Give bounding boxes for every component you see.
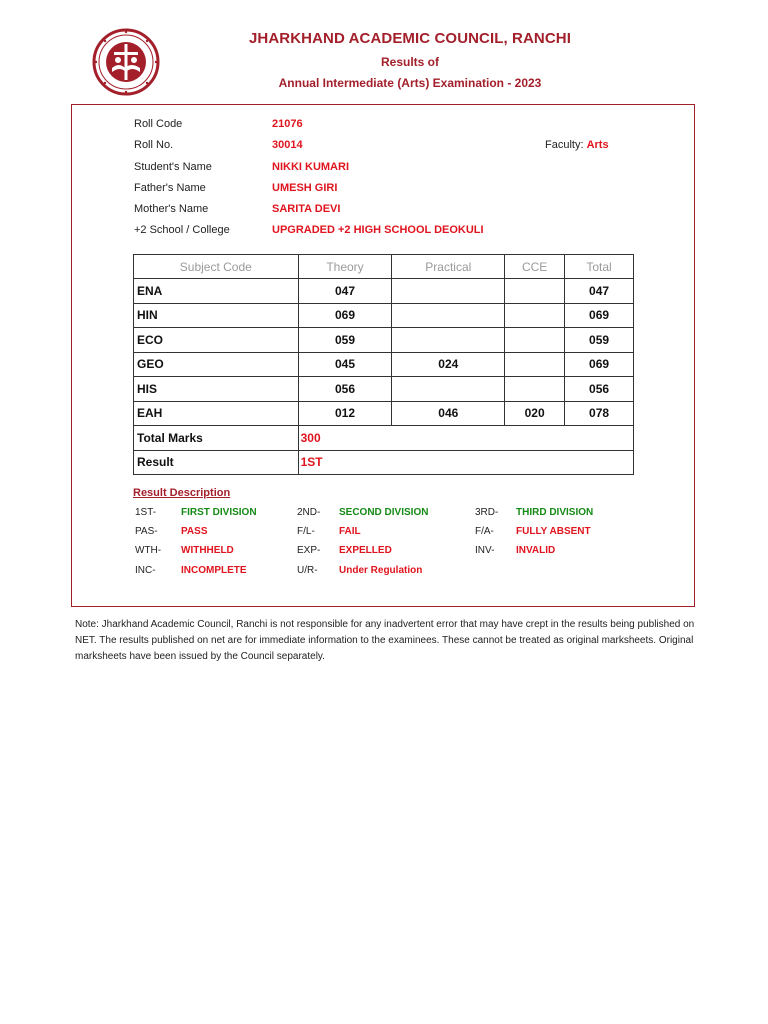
- total-marks-value: 300: [298, 426, 633, 451]
- table-row: [134, 303, 634, 328]
- col-header-theory: Theory: [298, 255, 392, 279]
- legend-code: 1ST-: [135, 507, 157, 518]
- result-row: [134, 450, 634, 475]
- practical-marks: [392, 303, 505, 328]
- page-title: JHARKHAND ACADEMIC COUNCIL, RANCHI: [248, 30, 571, 47]
- legend-item: [475, 507, 498, 518]
- cce-marks: [505, 352, 565, 377]
- legend-desc: WITHHELD: [181, 545, 234, 556]
- table-row: [134, 377, 634, 402]
- subject-code: HIN: [134, 303, 299, 328]
- results-of-label: Results of: [380, 55, 439, 69]
- legend-code: 2ND-: [297, 507, 321, 518]
- school-label: +2 School / College: [134, 224, 230, 236]
- total-marks: 059: [565, 328, 634, 353]
- legend-item: [475, 545, 494, 556]
- theory-marks: 047: [298, 279, 392, 304]
- result-label: Result: [134, 450, 299, 475]
- father-name-value: UMESH GIRI: [272, 182, 338, 194]
- cce-marks: [505, 303, 565, 328]
- student-name-label: Student's Name: [134, 161, 212, 173]
- legend-desc: INCOMPLETE: [181, 565, 247, 576]
- legend-desc: FULLY ABSENT: [516, 526, 591, 537]
- legend-item: [135, 526, 158, 537]
- roll-code-label: Roll Code: [134, 118, 183, 130]
- table-row: [134, 401, 634, 426]
- roll-code-value: 21076: [272, 118, 303, 130]
- subject-code: HIS: [134, 377, 299, 402]
- theory-marks: 045: [298, 352, 392, 377]
- roll-no-label: Roll No.: [134, 139, 174, 151]
- legend-item: [297, 526, 315, 537]
- col-header-practical: Practical: [392, 255, 505, 279]
- father-name-label: Father's Name: [134, 182, 206, 194]
- table-row: [134, 279, 634, 304]
- legend-desc: PASS: [181, 526, 208, 537]
- legend-item: [135, 565, 156, 576]
- legend-code: INC-: [135, 565, 156, 576]
- legend-item: [297, 545, 320, 556]
- total-marks-row: [134, 426, 634, 451]
- legend-desc: INVALID: [516, 545, 556, 556]
- subject-code: EAH: [134, 401, 299, 426]
- table-row: [134, 328, 634, 353]
- mother-name-value: SARITA DEVI: [272, 203, 341, 215]
- total-marks: 069: [565, 303, 634, 328]
- legend-desc: SECOND DIVISION: [339, 507, 429, 518]
- legend-item: [297, 507, 320, 518]
- legend-code: PAS-: [135, 526, 158, 537]
- total-marks: 069: [565, 352, 634, 377]
- cce-marks: [505, 328, 565, 353]
- marks-table: [133, 254, 634, 475]
- theory-marks: 059: [298, 328, 392, 353]
- legend-item: [135, 507, 156, 518]
- total-marks: 056: [565, 377, 634, 402]
- legend-item: [475, 526, 494, 537]
- faculty-value: Arts: [586, 139, 609, 151]
- result-description-title: Result Description: [133, 487, 231, 499]
- legend-desc: Under Regulation: [339, 565, 423, 576]
- subject-code: ECO: [134, 328, 299, 353]
- legend-item: [297, 565, 318, 576]
- legend-desc: EXPELLED: [339, 545, 392, 556]
- col-header-cce: CCE: [505, 255, 565, 279]
- legend-code: U/R-: [297, 565, 318, 576]
- practical-marks: [392, 328, 505, 353]
- marks-header-row: [134, 255, 634, 279]
- practical-marks: 024: [392, 352, 505, 377]
- col-header-total: Total: [565, 255, 634, 279]
- legend-desc: THIRD DIVISION: [516, 507, 594, 518]
- legend-code: WTH-: [135, 545, 162, 556]
- legend-desc: FIRST DIVISION: [181, 507, 257, 518]
- student-name-value: NIKKI KUMARI: [272, 161, 349, 173]
- subject-code: GEO: [134, 352, 299, 377]
- faculty: [545, 139, 609, 152]
- practical-marks: [392, 377, 505, 402]
- total-marks: 078: [565, 401, 634, 426]
- faculty-label: Faculty:: [545, 139, 584, 151]
- cce-marks: 020: [505, 401, 565, 426]
- legend-desc: FAIL: [339, 526, 361, 537]
- roll-no-value: 30014: [272, 139, 303, 151]
- total-marks: 047: [565, 279, 634, 304]
- mother-name-label: Mother's Name: [134, 203, 209, 215]
- subject-code: ENA: [134, 279, 299, 304]
- legend-code: INV-: [475, 545, 495, 556]
- total-marks-label: Total Marks: [134, 426, 299, 451]
- exam-name: Annual Intermediate (Arts) Examination - 2023: [278, 76, 542, 90]
- practical-marks: [392, 279, 505, 304]
- disclaimer-note: Note: Jharkhand Academic Council, Ranchi is not responsible for any inadvertent error that may have crept in the results being published on NET. The results published on net are for immediate information to the examinees. These cannot be treated as original marksheets. Original marksheets have been issued by the Council separately.: [75, 619, 695, 662]
- legend-item: [135, 545, 161, 556]
- legend-code: EXP-: [297, 545, 321, 556]
- legend-code: 3RD-: [475, 507, 499, 518]
- cce-marks: [505, 377, 565, 402]
- practical-marks: 046: [392, 401, 505, 426]
- theory-marks: 069: [298, 303, 392, 328]
- table-row: [134, 352, 634, 377]
- legend-code: F/A-: [475, 526, 494, 537]
- school-value: UPGRADED +2 HIGH SCHOOL DEOKULI: [272, 224, 484, 236]
- cce-marks: [505, 279, 565, 304]
- col-header-subject-code: Subject Code: [134, 255, 299, 279]
- theory-marks: 056: [298, 377, 392, 402]
- result-value: 1ST: [298, 450, 633, 475]
- legend-code: F/L-: [297, 526, 315, 537]
- theory-marks: 012: [298, 401, 392, 426]
- council-seal-logo: [92, 28, 160, 96]
